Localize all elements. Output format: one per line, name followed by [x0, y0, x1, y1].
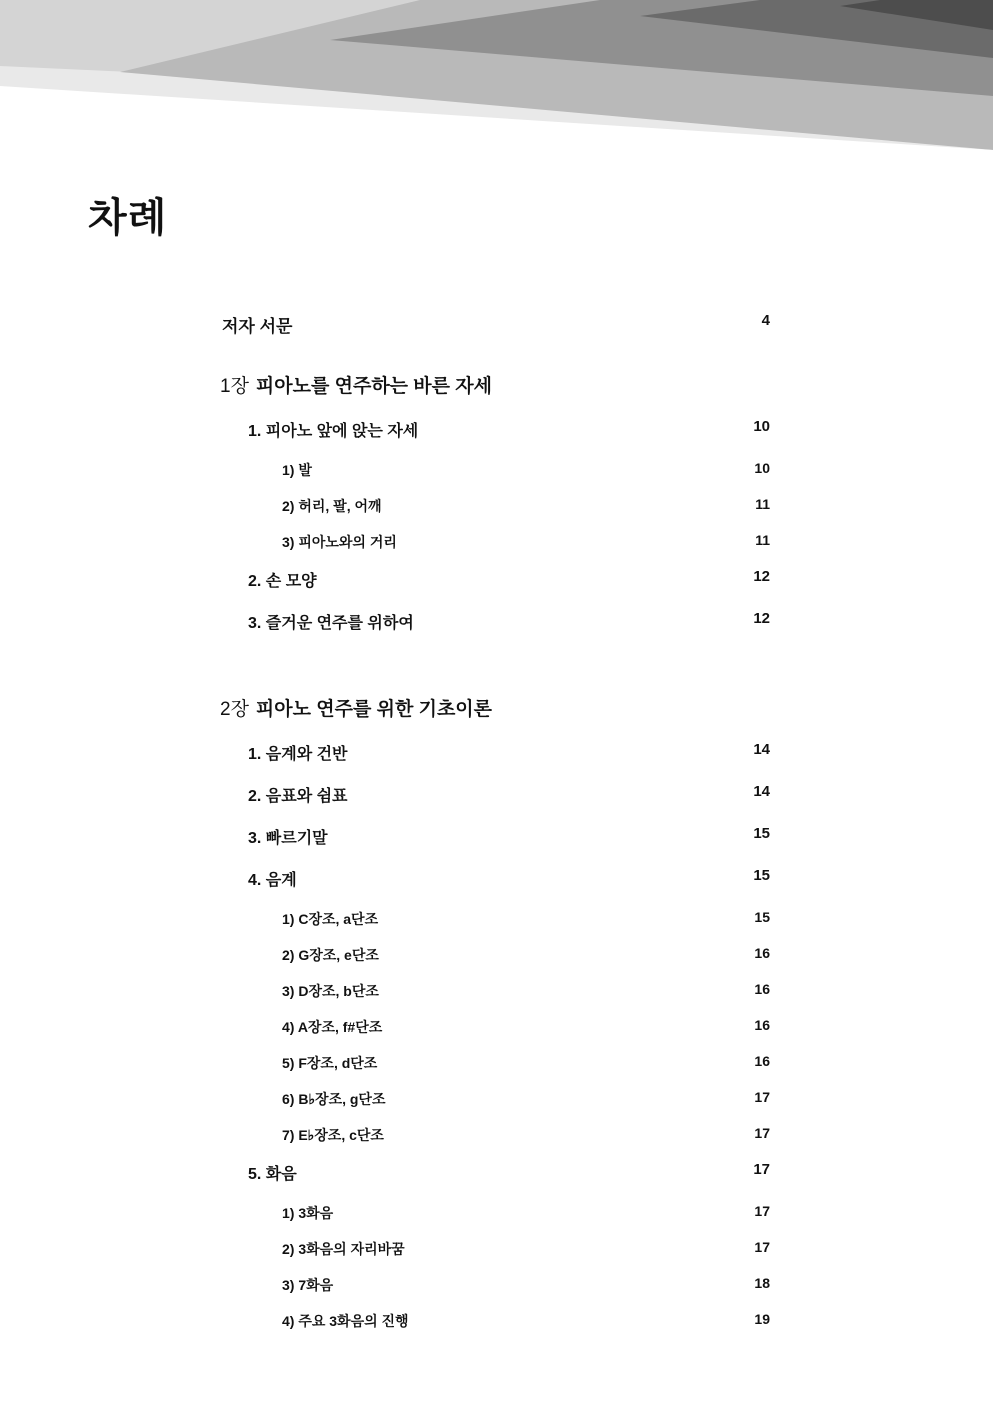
toc-entry[interactable]	[248, 783, 770, 806]
toc-entry-page: 17	[753, 1161, 770, 1178]
toc-entry-label: 5) F장조, d단조	[282, 1055, 378, 1071]
toc-entry[interactable]	[248, 418, 770, 441]
toc-list	[222, 312, 770, 1347]
toc-entry-label: 3. 빠르기말	[248, 830, 328, 847]
toc-entry-page: 17	[754, 1203, 770, 1219]
toc-entry-label: 3. 즐거운 연주를 위하여	[248, 615, 414, 632]
page-title: 차례	[88, 196, 168, 240]
toc-entry-label: 1) C장조, a단조	[282, 911, 379, 927]
toc-entry-page: 10	[754, 460, 770, 476]
toc-entry-label: 1. 음계와 건반	[248, 746, 348, 763]
toc-entry-label: 3) 7화음	[282, 1277, 334, 1293]
toc-entry[interactable]	[282, 496, 770, 516]
chapter-title: 피아노를 연주하는 바른 자세	[255, 376, 493, 397]
toc-entry-page: 15	[753, 867, 770, 884]
toc-entry-page: 15	[754, 909, 770, 925]
toc-entry[interactable]	[248, 568, 770, 591]
toc-entry-label: 저자 서문	[222, 317, 293, 336]
toc-entry-page: 14	[753, 783, 770, 800]
toc-entry[interactable]	[282, 909, 770, 929]
chapter-number: 1장	[220, 376, 249, 397]
toc-entry-label: 2) 허리, 팔, 어깨	[282, 498, 382, 514]
toc-entry-label: 3) 피아노와의 거리	[282, 534, 397, 550]
toc-entry-label: 1) 3화음	[282, 1205, 334, 1221]
toc-entry-page: 4	[761, 312, 770, 329]
toc-entry[interactable]	[248, 825, 770, 848]
toc-entry-page: 17	[754, 1089, 770, 1105]
toc-entry[interactable]	[248, 741, 770, 764]
toc-entry-page: 17	[754, 1239, 770, 1255]
toc-entry-label: 2. 손 모양	[248, 573, 317, 590]
toc-chapter-heading-2[interactable]	[220, 694, 770, 721]
toc-entry-page: 18	[754, 1275, 770, 1291]
toc-entry-page: 16	[754, 1053, 770, 1069]
toc-entry[interactable]	[282, 1239, 770, 1259]
toc-entry-label: 4) 주요 3화음의 진행	[282, 1313, 409, 1329]
toc-entry[interactable]	[282, 460, 770, 480]
toc-entry-page: 12	[753, 568, 770, 585]
toc-entry-label: 1. 피아노 앞에 앉는 자세	[248, 423, 419, 440]
section-spacer	[222, 652, 770, 694]
toc-entry-label: 3) D장조, b단조	[282, 983, 379, 999]
toc-entry-page: 19	[754, 1311, 770, 1327]
toc-entry-page: 15	[753, 825, 770, 842]
toc-entry-label: 6) B♭장조, g단조	[282, 1091, 386, 1107]
toc-entry-page: 12	[753, 610, 770, 627]
toc-entry-page: 11	[755, 496, 770, 512]
toc-entry[interactable]	[248, 867, 770, 890]
toc-entry-label: 1) 발	[282, 462, 312, 478]
toc-entry[interactable]	[282, 1017, 770, 1037]
toc-entry[interactable]	[248, 610, 770, 633]
toc-entry-label: 7) E♭장조, c단조	[282, 1127, 384, 1143]
toc-entry-label: 5. 화음	[248, 1166, 297, 1183]
toc-entry-label: 4) A장조, f#단조	[282, 1019, 383, 1035]
toc-entry-page: 11	[755, 532, 770, 548]
toc-entry[interactable]	[282, 1125, 770, 1145]
toc-entry-page: 10	[753, 418, 770, 435]
toc-entry-label: 2. 음표와 쉼표	[248, 788, 348, 805]
toc-entry[interactable]	[282, 532, 770, 552]
chapter-title: 피아노 연주를 위한 기초이론	[255, 699, 493, 720]
chapter-number: 2장	[220, 699, 249, 720]
toc-entry-page: 16	[754, 945, 770, 961]
toc-entry[interactable]	[282, 1053, 770, 1073]
toc-entry-label: 2) G장조, e단조	[282, 947, 379, 963]
toc-chapter-heading-1[interactable]	[220, 371, 770, 398]
toc-entry-page: 16	[754, 1017, 770, 1033]
toc-entry-label: 4. 음계	[248, 872, 297, 889]
toc-entry-page: 16	[754, 981, 770, 997]
toc-entry-label: 2) 3화음의 자리바꿈	[282, 1241, 405, 1257]
toc-entry-front-matter[interactable]	[222, 312, 770, 337]
toc-entry[interactable]	[282, 945, 770, 965]
toc-entry[interactable]	[248, 1161, 770, 1184]
toc-entry[interactable]	[282, 1275, 770, 1295]
toc-entry[interactable]	[282, 1089, 770, 1109]
header-banner-decoration	[0, 0, 993, 150]
toc-entry[interactable]	[282, 1311, 770, 1331]
toc-entry-page: 17	[754, 1125, 770, 1141]
toc-entry[interactable]	[282, 1203, 770, 1223]
toc-entry[interactable]	[282, 981, 770, 1001]
toc-entry-page: 14	[753, 741, 770, 758]
